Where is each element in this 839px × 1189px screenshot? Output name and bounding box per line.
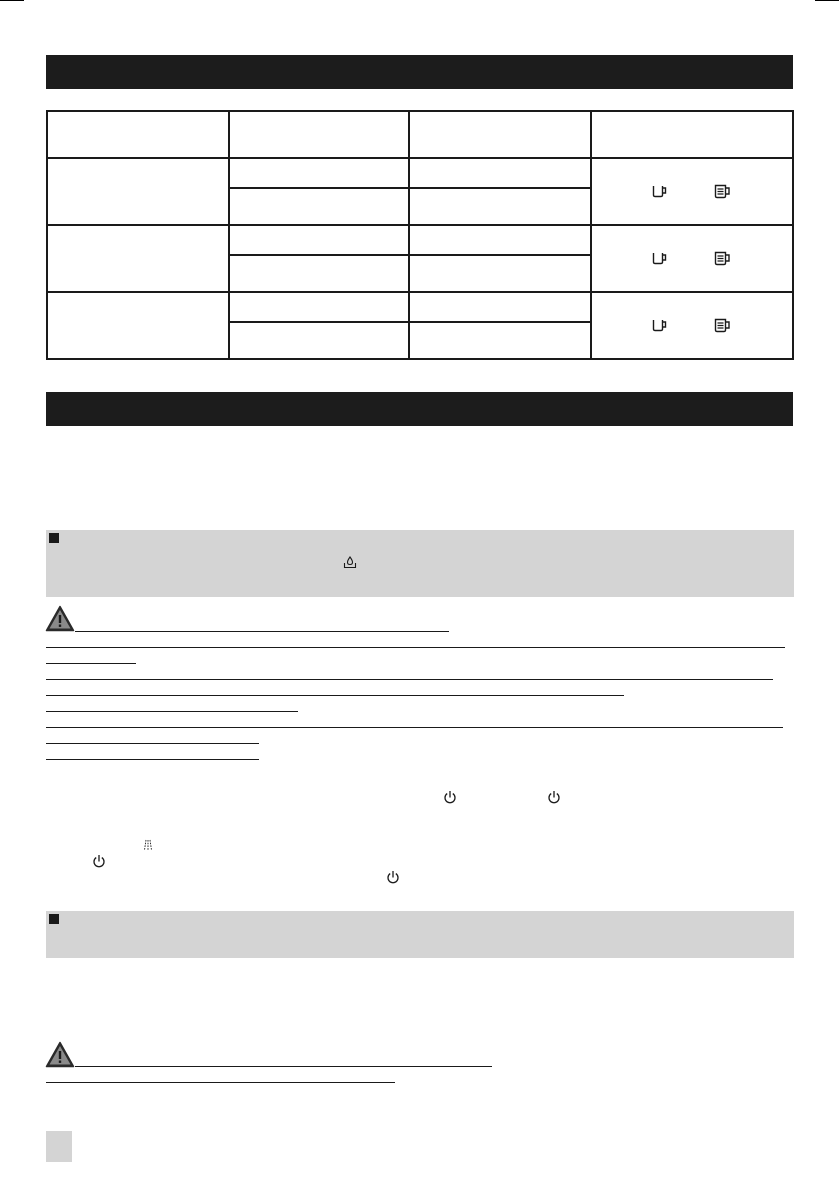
table-row xyxy=(47,225,793,255)
table-cell-group-label xyxy=(47,158,229,225)
table-cell xyxy=(229,292,409,322)
note-box xyxy=(46,911,794,958)
table-row xyxy=(47,158,793,188)
warning-title-underline xyxy=(75,631,449,632)
mug-icon xyxy=(714,184,732,199)
cup-icon xyxy=(652,184,668,198)
table-cell xyxy=(409,158,591,188)
table-cell xyxy=(229,255,409,292)
table-row xyxy=(47,292,793,322)
power-icon xyxy=(443,790,457,805)
warning-text-underline xyxy=(46,1082,395,1083)
warning-text-underline xyxy=(46,695,624,696)
cup-icon xyxy=(652,251,668,265)
warning-text-underline xyxy=(46,711,298,712)
table-cell xyxy=(409,255,591,292)
table-cell xyxy=(229,158,409,188)
power-icon xyxy=(547,790,561,805)
table-header-row xyxy=(47,111,793,158)
mug-icon xyxy=(714,251,732,266)
table-cell xyxy=(409,225,591,255)
table-header-cell xyxy=(229,111,409,158)
table-cell-group-label xyxy=(47,225,229,292)
warning-text-underline xyxy=(46,679,773,680)
table-cell xyxy=(229,225,409,255)
table-cell xyxy=(409,292,591,322)
power-icon xyxy=(92,854,106,869)
table-header-cell xyxy=(47,111,229,158)
power-icon xyxy=(386,870,400,885)
note-bullet-square xyxy=(49,533,59,543)
table-cell-cup-icons xyxy=(591,158,793,225)
page-number-box xyxy=(46,1131,72,1162)
note-box xyxy=(46,530,794,597)
section-header-bar xyxy=(46,392,793,426)
warning-text-underline xyxy=(46,727,783,728)
note-bullet-square xyxy=(49,914,59,924)
warning-text-underline xyxy=(46,759,259,760)
warning-text-underline xyxy=(46,743,259,744)
spec-table xyxy=(46,110,794,360)
steam-icon xyxy=(142,838,154,852)
table-cell-cup-icons xyxy=(591,225,793,292)
crop-mark-top-right xyxy=(815,0,839,1)
warning-triangle-icon xyxy=(45,1041,75,1068)
cup-icon xyxy=(652,318,668,332)
crop-mark-top-left xyxy=(0,0,24,1)
warning-text-underline xyxy=(46,647,785,648)
table-header-cell xyxy=(591,111,793,158)
section-header-bar xyxy=(46,55,793,89)
mug-icon xyxy=(714,318,732,333)
warning-text-underline xyxy=(46,663,136,664)
table-cell xyxy=(229,188,409,225)
table-cell-cup-icons xyxy=(591,292,793,359)
table-cell-group-label xyxy=(47,292,229,359)
drip-icon xyxy=(343,555,357,569)
table-cell xyxy=(409,188,591,225)
table-header-cell xyxy=(409,111,591,158)
warning-triangle-icon xyxy=(45,605,75,632)
table-cell xyxy=(229,322,409,359)
table-cell xyxy=(409,322,591,359)
warning-title-underline xyxy=(75,1066,492,1067)
